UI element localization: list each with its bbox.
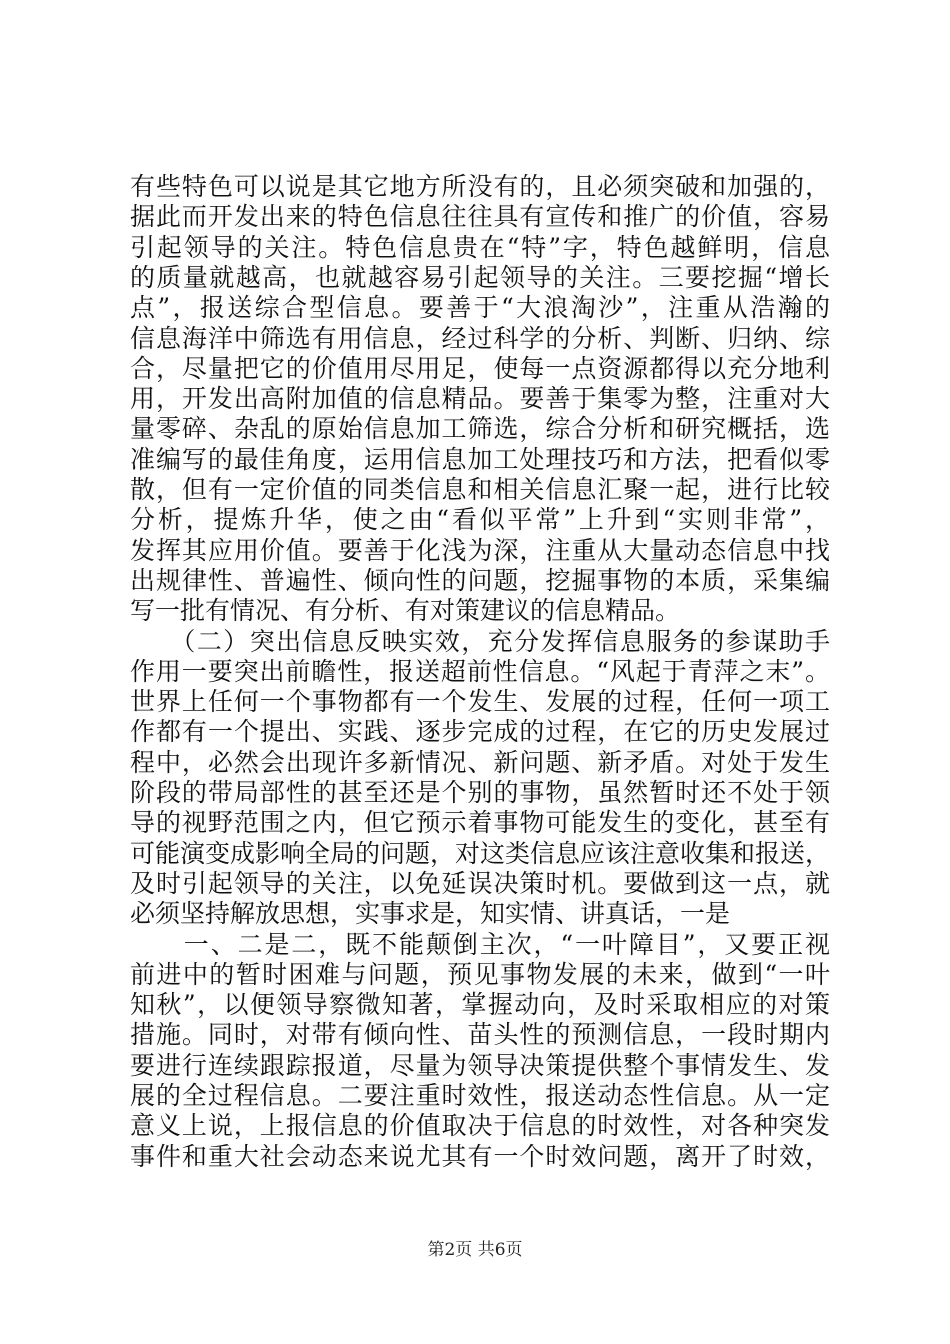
text-line: 展的全过程信息。二要注重时效性，报送动态性信息。从一定	[130, 1081, 830, 1110]
text-line: 信息海洋中筛选有用信息，经过科学的分析、判断、归纳、综	[130, 323, 830, 353]
text-line: 意义上说，上报信息的价值取决于信息的时效性，对各种突发	[130, 1111, 830, 1141]
page-footer: 第2页 共6页	[427, 1240, 523, 1260]
text-line: 导的视野范围之内，但它预示着事物可能发生的变化，甚至有	[130, 808, 830, 838]
text-line: （二）突出信息反映实效，充分发挥信息服务的参谋助手	[130, 626, 830, 656]
text-line: 点”，报送综合型信息。要善于“大浪淘沙”，注重从浩瀚的	[130, 293, 830, 323]
text-line: 准编写的最佳角度，运用信息加工处理技巧和方法，把看似零	[130, 444, 830, 474]
text-line: 分析，提炼升华，使之由“看似平常”上升到“实则非常”，	[130, 505, 830, 535]
text-line: 阶段的带局部性的甚至还是个别的事物，虽然暂时还不处于领	[130, 778, 830, 807]
text-line: 发挥其应用价值。要善于化浅为深，注重从大量动态信息中找	[130, 535, 830, 565]
text-line: 程中，必然会出现许多新情况、新问题、新矛盾。对处于发生	[130, 747, 830, 777]
text-line: 合，尽量把它的价值用尽用足，使每一点资源都得以充分地利	[130, 353, 830, 383]
text-line: 散，但有一定价值的同类信息和相关信息汇聚一起，进行比较	[130, 475, 830, 504]
text-line: 出规律性、普遍性、倾向性的问题，挖掘事物的本质，采集编	[130, 565, 830, 595]
text-line: 及时引起领导的关注，以免延误决策时机。要做到这一点，就	[130, 868, 830, 898]
text-line: 事件和重大社会动态来说尤其有一个时效问题，离开了时效，	[130, 1141, 830, 1171]
text-line: 必须坚持解放思想，实事求是，知实情、讲真话，一是	[130, 899, 731, 929]
text-line: 量零碎、杂乱的原始信息加工筛选，综合分析和研究概括，选	[130, 414, 830, 444]
text-line: 作用一要突出前瞻性，报送超前性信息。“风起于青萍之末”。	[130, 656, 830, 686]
text-line: 措施。同时，对带有倾向性、苗头性的预测信息，一段时期内	[130, 1020, 830, 1050]
text-line: 用，开发出高附加值的信息精品。要善于集零为整，注重对大	[130, 384, 830, 414]
text-line: 前进中的暂时困难与问题，预见事物发展的未来，做到“一叶	[130, 959, 830, 989]
text-line: 有些特色可以说是其它地方所没有的，且必须突破和加强的，	[130, 172, 830, 201]
text-line: 作都有一个提出、实践、逐步完成的过程，在它的历史发展过	[130, 717, 830, 747]
text-line: 世界上任何一个事物都有一个发生、发展的过程，任何一项工	[130, 687, 830, 717]
text-line: 写一批有情况、有分析、有对策建议的信息精品。	[130, 596, 681, 626]
text-line: 可能演变成影响全局的问题，对这类信息应该注意收集和报送，	[130, 838, 831, 868]
text-line: 的质量就越高，也就越容易引起领导的关注。三要挖掘“增长	[130, 262, 830, 292]
text-line: 一、二是二，既不能颠倒主次，“一叶障目”，又要正视	[130, 929, 830, 959]
text-line: 知秋”，以便领导察微知著，掌握动向，及时采取相应的对策	[130, 990, 830, 1020]
text-line: 要进行连续跟踪报道，尽量为领导决策提供整个事情发生、发	[130, 1050, 830, 1080]
text-line: 引起领导的关注。特色信息贵在“特”字，特色越鲜明，信息	[130, 232, 830, 262]
text-line: 据此而开发出来的特色信息往往具有宣传和推广的价值，容易	[130, 202, 830, 232]
